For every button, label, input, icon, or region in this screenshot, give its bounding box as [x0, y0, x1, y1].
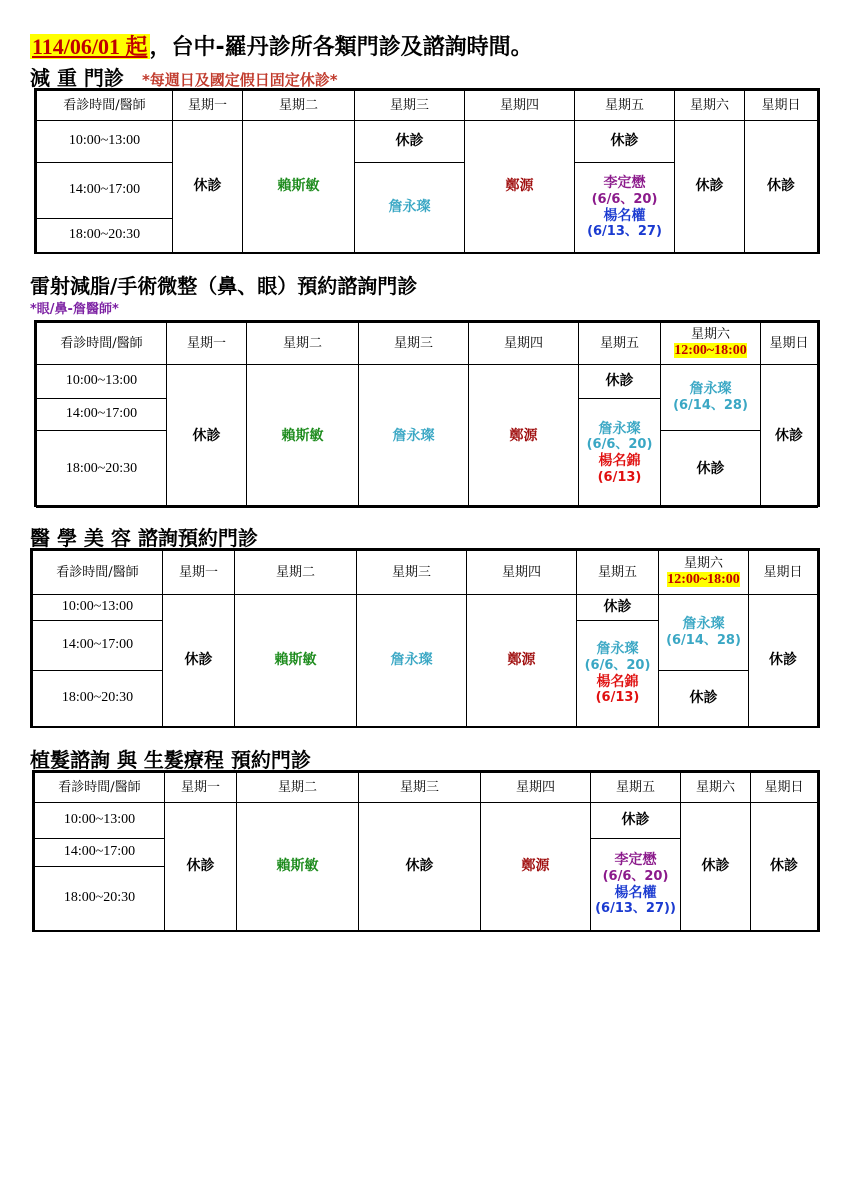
- sun-cell: 休診: [749, 595, 818, 727]
- schedule-table-hair: [32, 770, 820, 932]
- corner-header: 看診時間/醫師: [33, 551, 163, 595]
- day-header: 星期二: [237, 773, 359, 803]
- day-header: 星期五: [577, 551, 659, 595]
- wed-cell: 休診: [359, 803, 481, 931]
- doctor-name: 李定懋: [614, 852, 657, 869]
- thu-cell: 鄭源: [469, 365, 579, 508]
- section-note: *每週日及國定假日固定休診*: [141, 71, 338, 89]
- time-slot: 18:00~20:30: [37, 431, 167, 508]
- doctor-dates: (6/6、20): [586, 437, 653, 453]
- doctor-dates: (6/13、27): [587, 224, 662, 240]
- day-header: 星期一: [165, 773, 237, 803]
- day-header: 星期一: [163, 551, 235, 595]
- section-title: 醫 學 美 容 諮詢預約門診: [30, 526, 258, 550]
- doctor-name: 楊名權: [614, 884, 657, 901]
- thu-cell: 鄭源: [481, 803, 591, 931]
- time-slot: 10:00~13:00: [35, 803, 165, 839]
- doctor-dates: (6/14、28): [673, 398, 748, 414]
- day-header: 星期三: [359, 773, 481, 803]
- time-slot: 10:00~13:00: [37, 365, 167, 399]
- day-header: 星期四: [469, 323, 579, 365]
- page-title: [30, 30, 533, 61]
- tue-cell: 賴斯敏: [243, 121, 355, 253]
- fri-top-cell: 休診: [577, 595, 659, 621]
- time-slot: 18:00~20:30: [35, 867, 165, 931]
- day-header: 星期二: [243, 91, 355, 121]
- doctor-dates: (6/13): [595, 690, 640, 706]
- doctor-dates: (6/13): [597, 469, 642, 485]
- mon-cell: 休診: [165, 803, 237, 931]
- wed-bottom-cell: 詹永璨: [355, 163, 465, 253]
- day-header: 星期三: [357, 551, 467, 595]
- thu-cell: 鄭源: [467, 595, 577, 727]
- fri-doctors-cell: [577, 621, 659, 727]
- title-text: ，台中-羅丹診所各類門診及諮詢時間。: [149, 35, 533, 60]
- fri-doctors-cell: [579, 399, 661, 508]
- time-slot: 10:00~13:00: [33, 595, 163, 621]
- doctor-name: 詹永璨: [689, 381, 732, 398]
- day-header: 星期六: [681, 773, 751, 803]
- wed-top-cell: 休診: [355, 121, 465, 163]
- day-header: 星期六: [675, 91, 745, 121]
- doctor-name: 楊名錦: [598, 453, 641, 469]
- doctor-name: 楊名權: [603, 207, 646, 224]
- fri-doctors-cell: [575, 163, 675, 253]
- doctor-name: 詹永璨: [682, 616, 725, 633]
- time-slot: 18:00~20:30: [33, 671, 163, 727]
- doctor-name: 詹永璨: [598, 420, 641, 437]
- schedule-table-aesthetics: [30, 548, 820, 728]
- section-subnote: *眼/鼻-詹醫師*: [30, 302, 119, 317]
- mon-cell: 休診: [163, 595, 235, 727]
- doctor-name: 楊名錦: [596, 673, 639, 690]
- day-header: 星期二: [235, 551, 357, 595]
- corner-header: 看診時間/醫師: [37, 91, 173, 121]
- section-heading-aesthetics: [30, 522, 258, 551]
- section-title: 雷射減脂/手術微整（鼻、眼）預約諮詢門診: [30, 274, 418, 298]
- day-header: 星期四: [465, 91, 575, 121]
- doctor-dates: (6/13、27)): [595, 901, 676, 917]
- fri-top-cell: 休診: [579, 365, 661, 399]
- corner-header: 看診時間/醫師: [37, 323, 167, 365]
- tue-cell: 賴斯敏: [235, 595, 357, 727]
- schedule-table-weight-loss: [34, 88, 820, 254]
- sun-cell: 休診: [751, 803, 818, 931]
- section-title: 植髮諮詢 與 生髮療程 預約門診: [30, 748, 311, 772]
- time-slot: 10:00~13:00: [37, 121, 173, 163]
- wed-cell: 詹永璨: [359, 365, 469, 508]
- section-heading-weight-loss: [30, 62, 338, 91]
- day-header: 星期二: [247, 323, 359, 365]
- doctor-dates: (6/6、20): [602, 868, 669, 884]
- day-header: 星期日: [745, 91, 818, 121]
- day-header-sat: [659, 551, 749, 595]
- time-slot: 14:00~17:00: [37, 163, 173, 219]
- sat-cell: 休診: [675, 121, 745, 253]
- corner-header: 看診時間/醫師: [35, 773, 165, 803]
- sat-doctor-cell: [659, 595, 749, 671]
- doctor-dates: (6/6、20): [591, 191, 658, 207]
- sat-bottom-cell: 休診: [659, 671, 749, 727]
- day-header: 星期三: [355, 91, 465, 121]
- sat-bottom-cell: 休診: [661, 431, 761, 508]
- time-slot: 14:00~17:00: [33, 621, 163, 671]
- section-title: 減 重 門診: [30, 66, 124, 90]
- thu-cell: 鄭源: [465, 121, 575, 253]
- day-label: 星期六: [690, 327, 730, 343]
- day-header: 星期三: [359, 323, 469, 365]
- fri-top-cell: 休診: [575, 121, 675, 163]
- day-header: 星期五: [579, 323, 661, 365]
- day-header: 星期一: [173, 91, 243, 121]
- doctor-dates: (6/14、28): [666, 633, 741, 649]
- day-label: 星期六: [683, 556, 723, 572]
- time-slot: 18:00~20:30: [37, 219, 173, 253]
- effective-date: 114/06/01 起: [32, 34, 148, 59]
- fri-top-cell: 休診: [591, 803, 681, 839]
- sun-cell: 休診: [761, 365, 818, 508]
- section-heading-laser: [30, 270, 417, 299]
- day-header: 星期一: [167, 323, 247, 365]
- sat-hours-badge: 12:00~18:00: [674, 342, 747, 358]
- day-header-sat: [661, 323, 761, 365]
- day-header: 星期五: [575, 91, 675, 121]
- tue-cell: 賴斯敏: [247, 365, 359, 508]
- tue-cell: 賴斯敏: [237, 803, 359, 931]
- doctor-dates: (6/6、20): [584, 657, 651, 673]
- day-header: 星期五: [591, 773, 681, 803]
- day-header: 星期四: [467, 551, 577, 595]
- wed-cell: 詹永璨: [357, 595, 467, 727]
- mon-cell: 休診: [173, 121, 243, 253]
- fri-doctors-cell: [591, 839, 681, 931]
- sat-doctor-cell: [661, 365, 761, 431]
- day-header: 星期日: [761, 323, 818, 365]
- doctor-name: 詹永璨: [596, 641, 639, 658]
- day-header: 星期日: [751, 773, 818, 803]
- time-slot: 14:00~17:00: [35, 839, 165, 867]
- section-heading-hair: [30, 744, 311, 773]
- day-header: 星期四: [481, 773, 591, 803]
- sun-cell: 休診: [745, 121, 818, 253]
- sat-hours-badge: 12:00~18:00: [667, 571, 740, 587]
- schedule-table-laser: [34, 320, 820, 507]
- mon-cell: 休診: [167, 365, 247, 508]
- doctor-name: 李定懋: [603, 175, 646, 192]
- day-header: 星期日: [749, 551, 818, 595]
- sat-cell: 休診: [681, 803, 751, 931]
- time-slot: 14:00~17:00: [37, 399, 167, 431]
